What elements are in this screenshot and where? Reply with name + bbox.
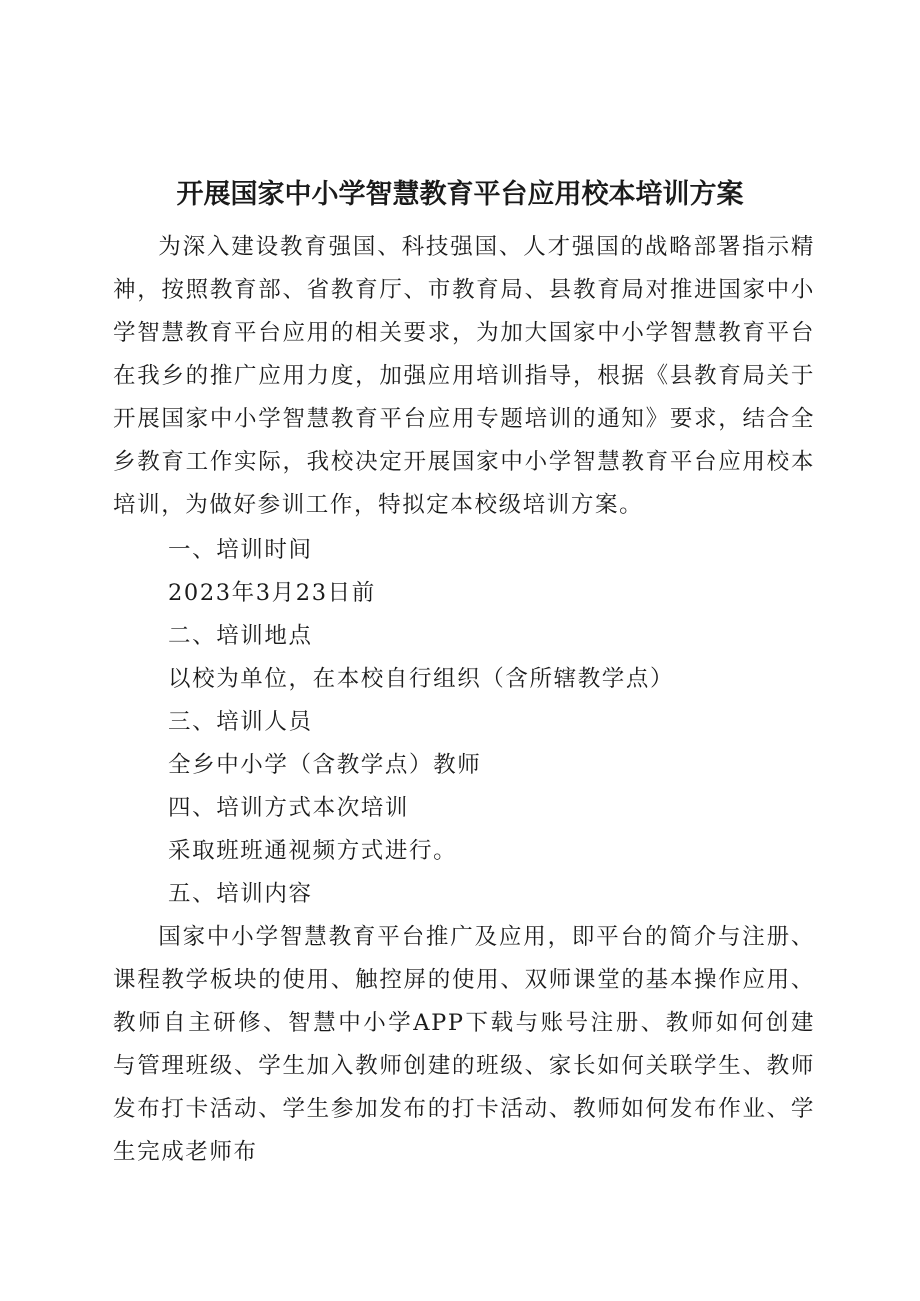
section-content-participants: 全乡中小学（含教学点）教师: [168, 752, 482, 778]
intro-text: 为深入建设教育强国、科技强国、人才强国的战略部署指示精神，按照教育部、省教育厅、市教育局、县教育局对推进国家中小学智慧教育平台应用的相关要求，为加大国家中小学智慧教育平台在我乡的推广应用力度，加强应用培训指导，根据《县教育局关于开展国家中小学智慧教育平台应用专题培训的通知》要求，结合全乡教育工作实际，我校决定开展国家中小学智慧教育平台应用校本培训，为做好参训工作，特拟定本校级培训方案。: [113, 234, 815, 518]
training-content-text: 国家中小学智慧教育平台推广及应用，即平台的简介与注册、课程教学板块的使用、触控屏的使用、双师课堂的基本操作应用、教师自主研修、智慧中小学APP下载与账号注册、教师如何创建与管理班级、学生加入教师创建的班级、家长如何关联学生、教师发布打卡活动、学生参加发布的打卡活动、教师如何发布作业、学生完成老师布: [113, 924, 815, 1165]
section-content-method: 采取班班通视频方式进行。: [168, 838, 458, 864]
document-title: 开展国家中小学智慧教育平台应用校本培训方案: [176, 179, 744, 210]
section-content-time: 2023年3月23日前: [168, 580, 376, 606]
section-heading-method: 四、培训方式本次培训: [168, 795, 410, 821]
section-content-location: 以校为单位，在本校自行组织（含所辖教学点）: [168, 666, 675, 692]
section-heading-participants: 三、培训人员: [168, 709, 313, 735]
section-content-training-content: [113, 916, 815, 1174]
section-heading-location: 二、培训地点: [168, 623, 313, 649]
section-heading-content: 五、培训内容: [168, 881, 313, 907]
section-heading-time: 一、培训时间: [168, 537, 313, 563]
intro-paragraph: [113, 226, 815, 527]
